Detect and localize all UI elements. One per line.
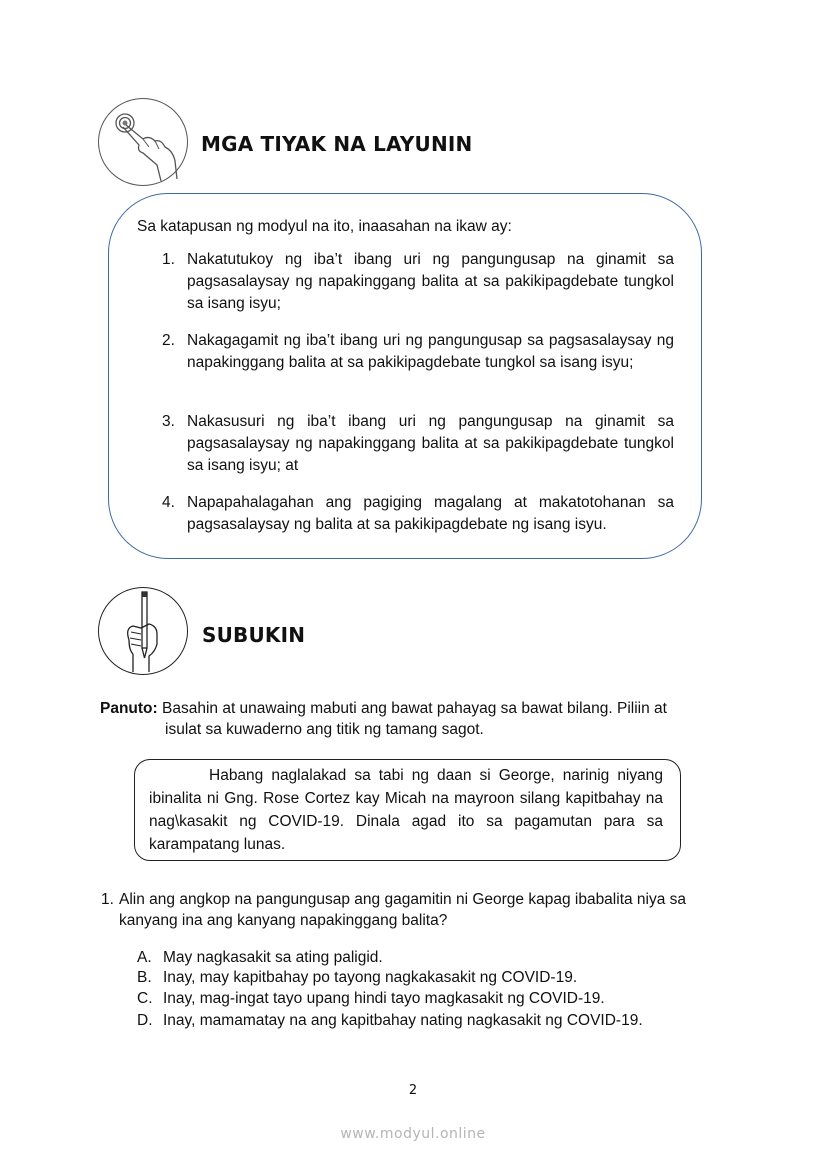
choice-d (137, 1010, 643, 1031)
choice-letter: A. (137, 949, 152, 966)
objectives-intro: Sa katapusan ng modyul na ito, inaasahan na ikaw ay: (137, 218, 512, 235)
story-text: Habang naglalakad sa tabi ng daan si George, narinig niyang ibinalita ni Gng. Rose Cortez kay Micah na mayroon silang kapitbahay na nag\kasakit ng COVID-19. Dinala agad ito sa pagamutan para sa karampatang lunas. (149, 767, 663, 853)
choice-text: Inay, mag-ingat tayo upang hindi tayo magkasakit ng COVID-19. (163, 990, 605, 1007)
objective-number: 1. (162, 251, 175, 268)
instructions-line1: Basahin at unawaing mabuti ang bawat pahayag sa bawat bilang. Piliin at (162, 700, 667, 717)
objective-number: 2. (162, 332, 175, 349)
watermark: www.modyul.online (340, 1126, 486, 1142)
objective-number: 3. (162, 413, 175, 430)
objective-number: 4. (162, 494, 175, 511)
page-number: 2 (408, 1083, 418, 1098)
choice-b (137, 967, 577, 988)
test-title: SUBUKIN (202, 623, 306, 647)
hand-pointing-touch-icon (99, 99, 187, 185)
question-1 (101, 889, 721, 931)
question-number: 1. (101, 891, 114, 908)
objectives-icon-circle (98, 98, 188, 186)
objectives-title: MGA TIYAK NA LAYUNIN (201, 132, 473, 156)
choice-text: Inay, may kapitbahay po tayong nagkakasakit ng COVID-19. (163, 969, 578, 986)
choice-text: Inay, mamamatay na ang kapitbahay nating nagkasakit ng COVID-19. (163, 1012, 643, 1029)
objective-item (162, 492, 674, 536)
choice-text: May nagkasakit sa ating paligid. (163, 949, 383, 966)
instructions-label: Panuto: (100, 700, 158, 717)
objective-text: Nakagagamit ng iba’t ibang uri ng pangungusap sa pagsasalaysay ng napakinggang balita at sa pakikipagdebate tungkol sa isang isyu; (187, 332, 674, 371)
objective-item (162, 411, 674, 477)
objective-text: Napapahalagahan ang pagiging magalang at makatotohanan sa pagsasalaysay ng balita at sa pakikipagdebate ng isang isyu. (187, 494, 674, 533)
choice-a (137, 947, 383, 968)
test-icon-circle (98, 587, 188, 675)
choice-c (137, 988, 605, 1009)
objective-text: Nakatutukoy ng iba’t ibang uri ng pangungusap na ginamit sa pagsasalaysay ng napakinggang balita at sa pakikipagdebate tungkol sa isang isyu; (187, 251, 674, 312)
instructions (100, 698, 720, 740)
objective-text: Nakasusuri ng iba’t ibang uri ng pangungusap na ginamit sa pagsasalaysay ng napakinggang balita at sa pakikipagdebate tungkol sa isang isyu; at (187, 413, 674, 474)
choice-letter: B. (137, 969, 152, 986)
objective-item (162, 249, 674, 315)
objective-item (162, 330, 674, 374)
hand-holding-pencil-icon (99, 588, 187, 674)
question-text: Alin ang angkop na pangungusap ang gagamitin ni George kapag ibabalita niya sa kanyang ina ang kanyang napakinggang balita? (119, 891, 687, 929)
choice-letter: D. (137, 1012, 153, 1029)
choice-letter: C. (137, 990, 153, 1007)
instructions-line2: isulat sa kuwaderno ang titik ng tamang sagot. (165, 721, 484, 738)
